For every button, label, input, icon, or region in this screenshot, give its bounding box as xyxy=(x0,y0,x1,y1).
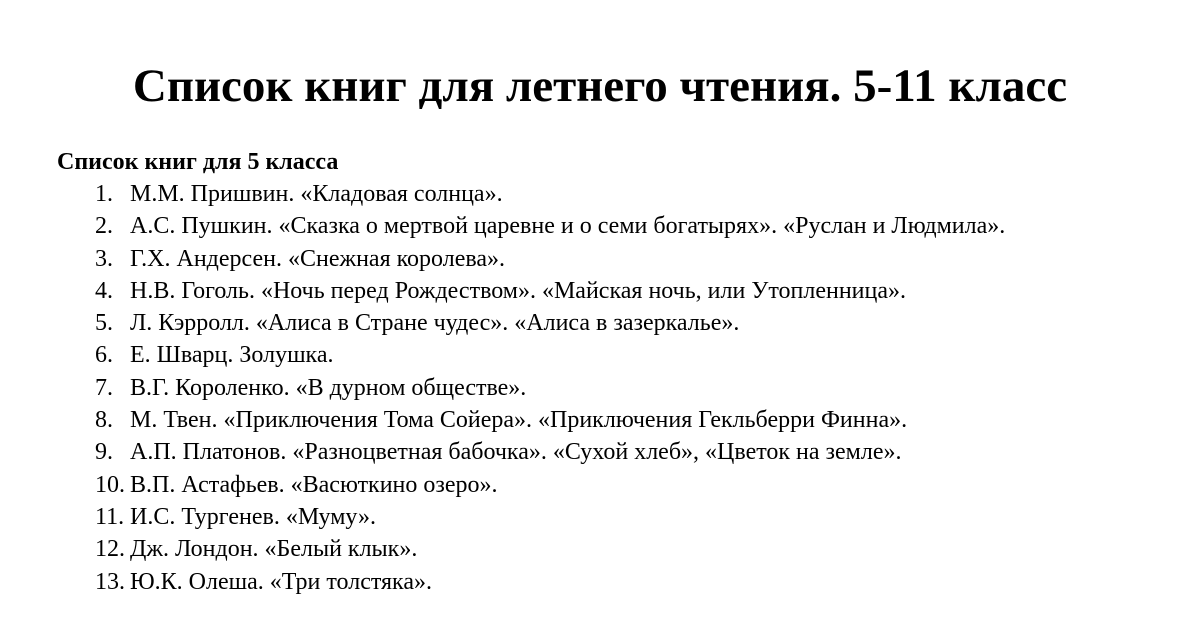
list-item xyxy=(0,307,1200,339)
list-item-number: 6. xyxy=(95,342,113,369)
list-item-number: 8. xyxy=(95,407,113,434)
list-item xyxy=(0,566,1200,598)
list-item-text: Е. Шварц. Золушка. xyxy=(130,342,334,369)
list-item xyxy=(0,404,1200,436)
list-item-text: В.Г. Короленко. «В дурном обществе». xyxy=(130,374,527,401)
list-item-text: И.С. Тургенев. «Муму». xyxy=(130,503,377,530)
list-item-number: 13. xyxy=(95,568,125,595)
list-item xyxy=(0,469,1200,501)
list-item xyxy=(0,533,1200,565)
list-item-number: 7. xyxy=(95,374,113,401)
list-item-text: Г.Х. Андерсен. «Снежная королева». xyxy=(130,245,506,272)
list-item-text: Дж. Лондон. «Белый клык». xyxy=(130,536,418,563)
list-item xyxy=(0,275,1200,307)
list-item-text: Н.В. Гоголь. «Ночь перед Рождеством». «Майская ночь, или Утопленница». xyxy=(130,277,907,304)
list-item-number: 1. xyxy=(95,181,113,207)
list-item xyxy=(0,339,1200,371)
list-item-text: В.П. Астафьев. «Васюткино озеро». xyxy=(130,471,498,498)
list-item xyxy=(0,501,1200,533)
list-item-number: 2. xyxy=(95,213,113,240)
list-item-number: 5. xyxy=(95,310,113,337)
list-item xyxy=(0,436,1200,468)
list-item-text: М.М. Пришвин. «Кладовая солнца». xyxy=(130,181,503,207)
list-item xyxy=(0,243,1200,275)
section-heading: Список книг для 5 класса xyxy=(57,149,339,175)
list-item-text: М. Твен. «Приключения Тома Сойера». «Приключения Гекльберри Финна». xyxy=(130,407,908,434)
list-item-number: 3. xyxy=(95,245,113,272)
list-item-text: Ю.К. Олеша. «Три толстяка». xyxy=(130,568,433,595)
list-item-text: Л. Кэрролл. «Алиса в Стране чудес». «Алиса в зазеркалье». xyxy=(130,310,740,337)
list-item-text: А.С. Пушкин. «Сказка о мертвой царевне и о семи богатырях». «Руслан и Людмила». xyxy=(130,213,1006,240)
list-item-number: 9. xyxy=(95,439,113,466)
list-item-text: А.П. Платонов. «Разноцветная бабочка». «Сухой хлеб», «Цветок на земле». xyxy=(130,439,902,466)
list-item xyxy=(0,372,1200,404)
list-item-number: 12. xyxy=(95,536,125,563)
list-item-number: 11. xyxy=(95,503,125,530)
list-item xyxy=(0,178,1200,210)
list-item xyxy=(0,210,1200,242)
list-item-number: 10. xyxy=(95,471,125,498)
book-list xyxy=(0,178,1200,598)
page-title: Список книг для летнего чтения. 5-11 класс xyxy=(132,60,1068,112)
list-item-number: 4. xyxy=(95,277,113,304)
